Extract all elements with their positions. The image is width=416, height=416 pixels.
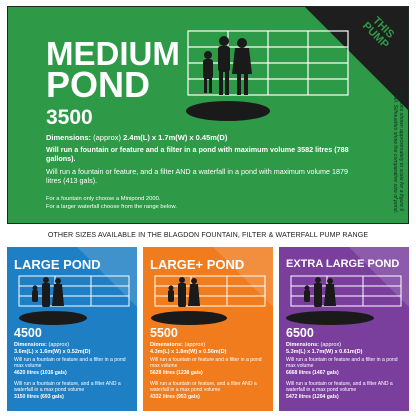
card-dimensions — [150, 342, 268, 355]
card-filter-spec-volume: 4620 litres (1016 gals) — [14, 369, 67, 376]
model-number: 3500 — [46, 106, 93, 129]
footnote-line-1: For a fountain only choose a Minipond 2000. — [46, 196, 161, 202]
dimensions-label: Dimensions: — [46, 133, 92, 142]
card-dimensions-value: 5.3m(L) x 1.7m(W) x 0.61m(D) — [286, 348, 363, 355]
card-waterfall-spec — [150, 381, 268, 400]
card-waterfall-spec-text: Will run a fountain or feature, and a filter AND a waterfall in a max pond volume — [150, 381, 257, 394]
card-filter-spec-text: Will run a fountain or feature and a filter in a pond max volume — [14, 357, 126, 370]
card-dimensions — [14, 342, 132, 355]
card-waterfall-spec-text: Will run a fountain or feature, and a filter AND a waterfall in a max pond volume — [14, 381, 121, 394]
card-dimensions-label: Dimensions: — [150, 342, 184, 348]
card-waterfall-spec-volume: 4332 litres (953 gals) — [150, 393, 200, 400]
family-fence-illustration — [149, 272, 267, 326]
card-filter-spec-volume: 6668 litres (1467 gals) — [286, 369, 339, 376]
card-filter-spec — [14, 357, 132, 376]
card-filter-spec-text: Will run a fountain or feature and a filter in a pond max volume — [286, 357, 398, 370]
extra-large-pond-card — [279, 247, 409, 411]
card-model: 6500 — [286, 326, 314, 340]
card-title: LARGE POND — [14, 257, 101, 272]
card-title: EXTRA LARGE POND — [286, 258, 400, 270]
footnote-line-2: For a larger waterfall choose from the range below. — [46, 204, 177, 210]
dimensions — [46, 133, 376, 142]
card-filter-spec-volume: 5628 litres (1238 gals) — [150, 369, 203, 376]
card-waterfall-spec-text: Will run a fountain or feature, and a filter AND a waterfall in a max pond volume — [286, 381, 393, 394]
family-fence-illustration — [285, 272, 403, 326]
waterfall-spec: Will run a fountain or feature, and a filter AND a waterfall in a pond with maximum volume 1879 litres (413 gals). — [46, 167, 349, 185]
large-plus-pond-card — [143, 247, 273, 411]
card-title: LARGE+ POND — [150, 257, 245, 272]
medium-pond-panel — [7, 6, 409, 224]
card-dimensions-value: 4.3m(L) x 1.8m(W) x 0.56m(D) — [150, 348, 227, 355]
card-dimensions — [286, 342, 404, 355]
card-dimensions-approx: (approx) — [48, 342, 70, 348]
card-filter-spec — [286, 357, 404, 376]
pond-size-title: MEDIUM — [46, 35, 180, 72]
card-dimensions-label: Dimensions: — [286, 342, 320, 348]
card-filter-spec — [150, 357, 268, 376]
dimensions-approx: (approx) — [93, 133, 122, 142]
filter-spec: Will run a fountain or feature and a filter in a pond with maximum volume 3582 litres (788 gallons). — [46, 145, 349, 163]
card-waterfall-spec — [14, 381, 132, 400]
card-waterfall-spec — [286, 381, 404, 400]
card-dimensions-approx: (approx) — [320, 342, 342, 348]
footnote — [46, 195, 346, 211]
this-pump-badge: THIS PUMP — [359, 14, 397, 52]
dimensions-value: 2.4m(L) x 1.7m(W) x 0.45m(D) — [123, 133, 228, 142]
large-pond-card — [7, 247, 137, 411]
card-dimensions-value: 3.6m(L) x 1.6m(W) x 0.52m(D) — [14, 348, 91, 355]
card-filter-spec-text: Will run a fountain or feature and a filter in a pond max volume — [150, 357, 262, 370]
card-dimensions-label: Dimensions: — [14, 342, 48, 348]
pond-word-title: POND — [46, 64, 151, 105]
family-fence-illustration — [168, 21, 358, 131]
family-fence-illustration — [13, 272, 131, 326]
card-waterfall-spec-volume: 5472 litres (1204 gals) — [286, 393, 339, 400]
other-sizes-banner: OTHER SIZES AVAILABLE IN THE BLAGDON FOUNTAIN, FILTER & WATERFALL PUMP RANGE — [47, 231, 369, 239]
card-model: 4500 — [14, 326, 42, 340]
card-model: 5500 — [150, 326, 178, 340]
card-dimensions-approx: (approx) — [184, 342, 206, 348]
card-waterfall-spec-volume: 3150 litres (693 gals) — [14, 393, 64, 400]
scale-note: Illustrations shown approximately to scale for a figure 6 feet tall. Silhouettes show the comparative size of pond. — [392, 85, 404, 214]
